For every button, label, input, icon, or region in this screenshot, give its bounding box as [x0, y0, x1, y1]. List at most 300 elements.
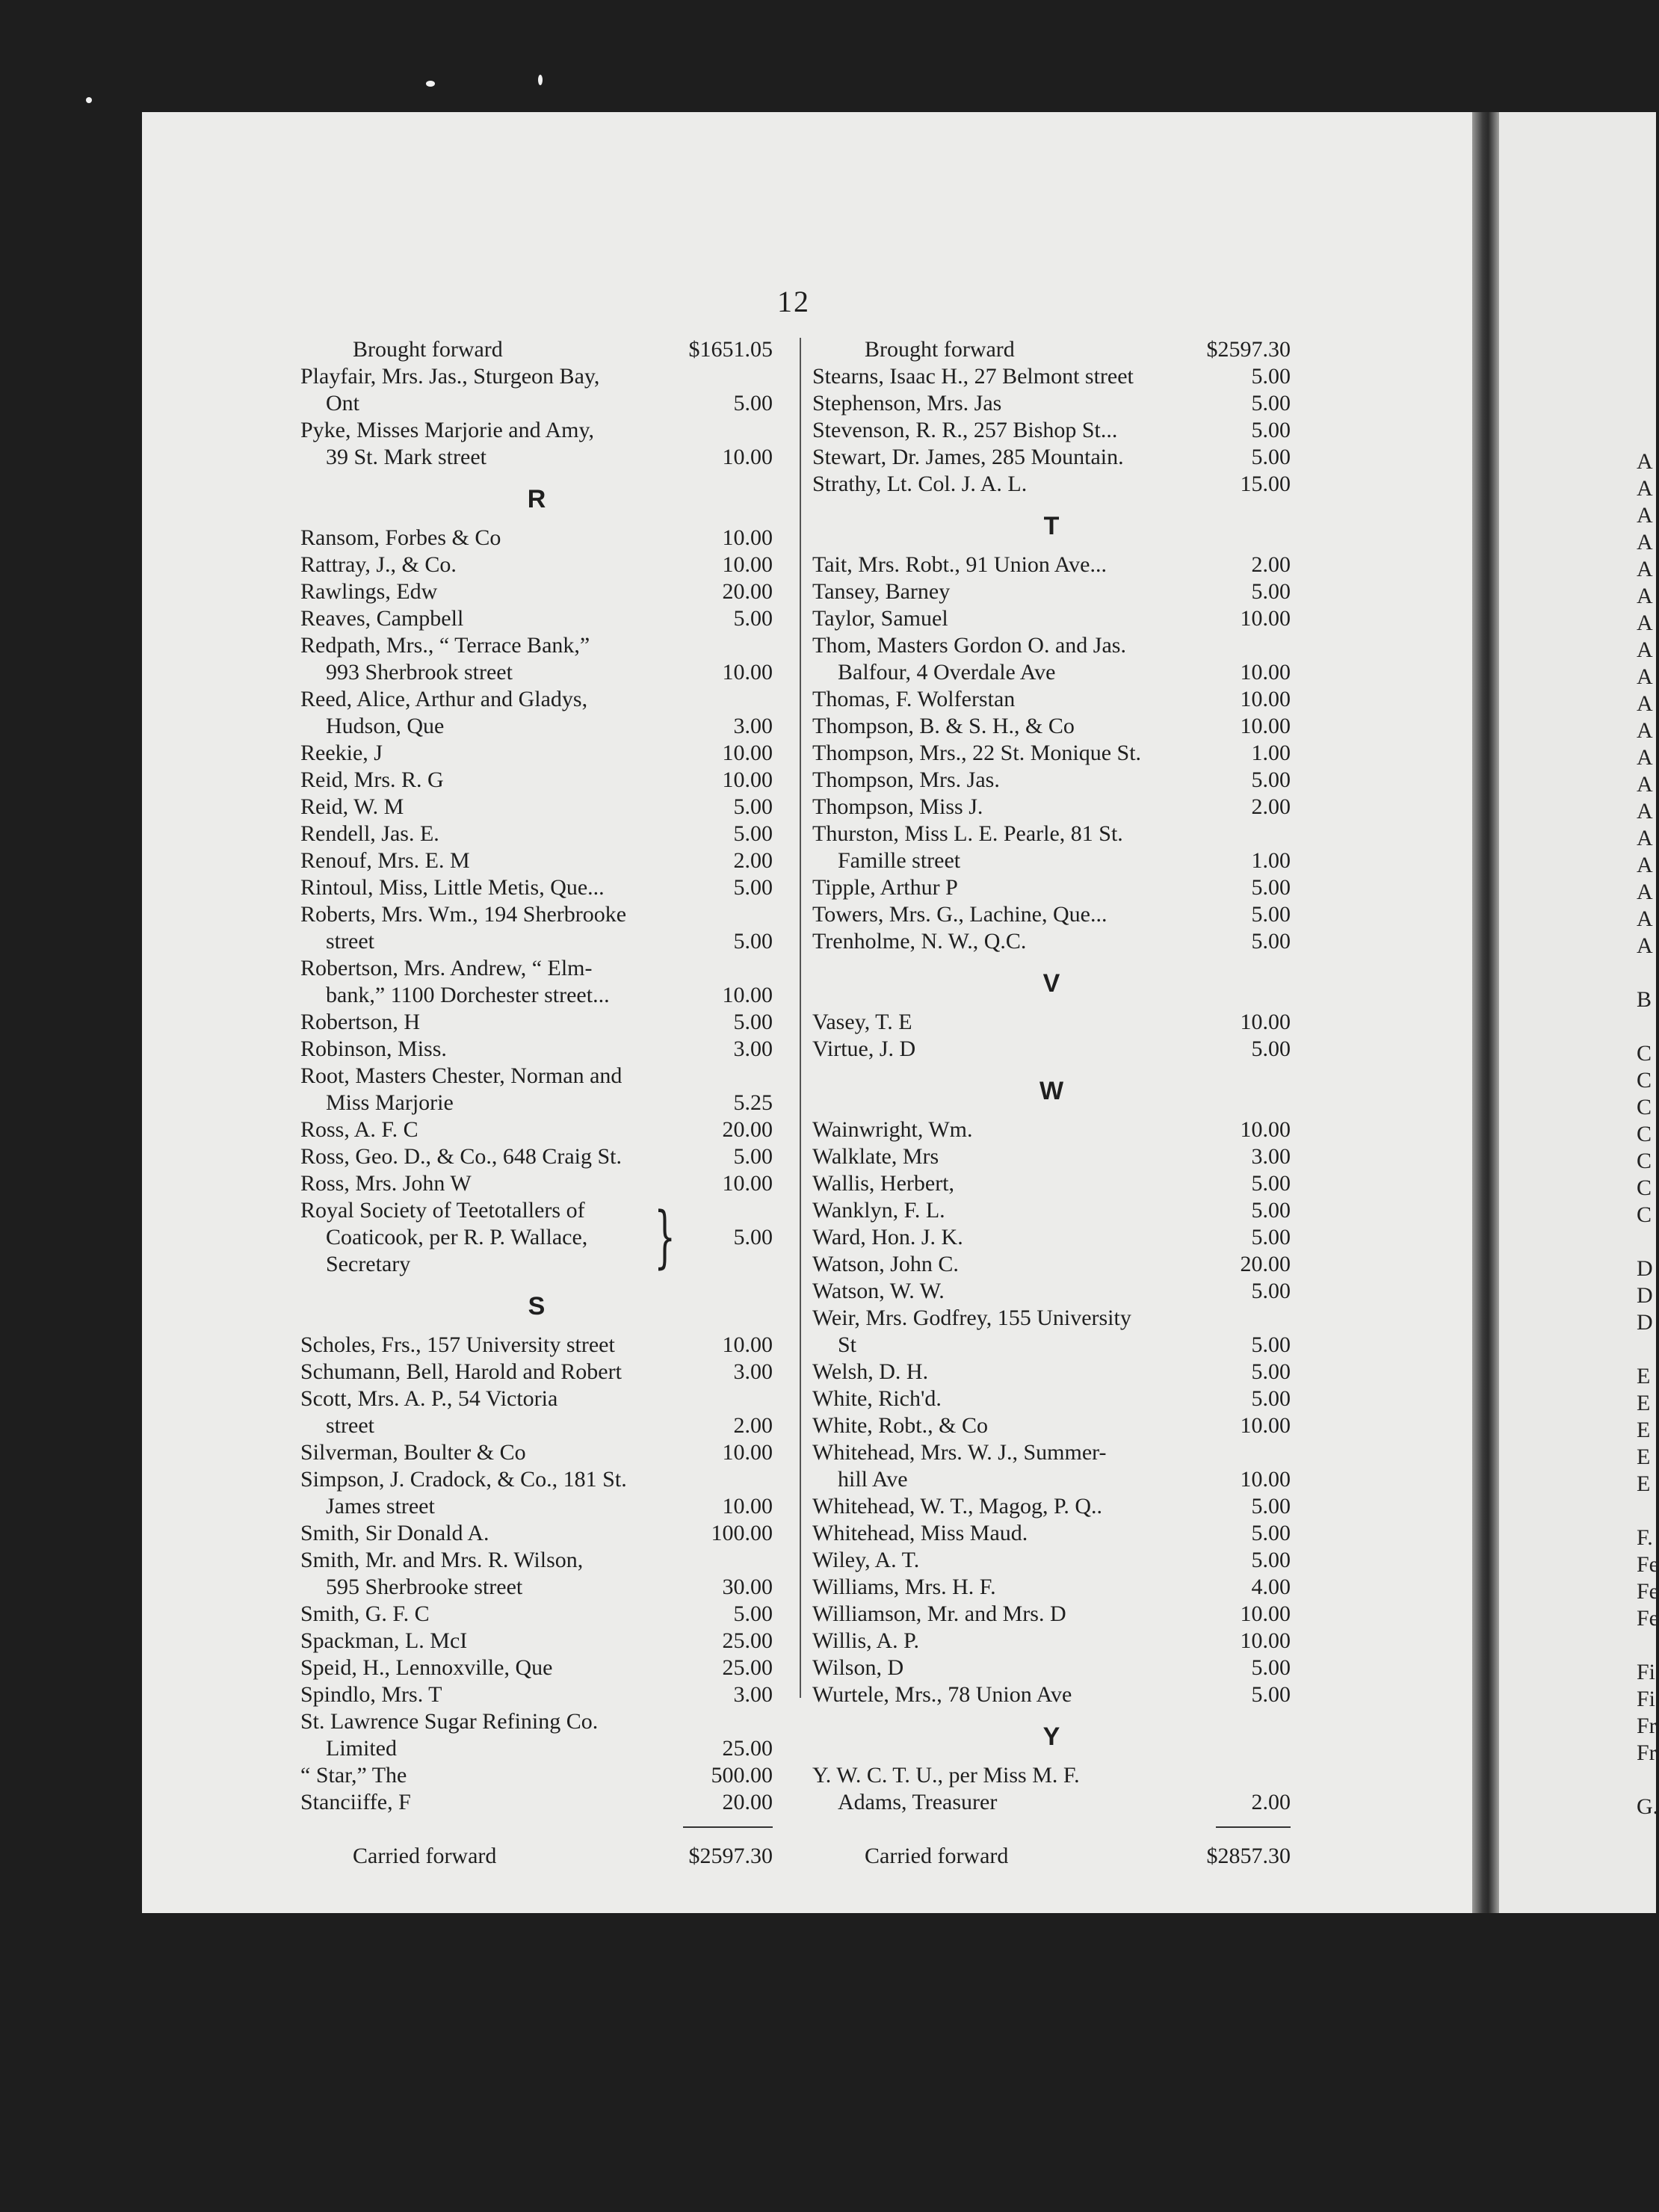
entry-name-text: Walklate, Mrs: [812, 1144, 943, 1169]
entry-line: [812, 1251, 1291, 1278]
entry-name-text: Roberts, Mrs. Wm., 194 Sherbrooke: [300, 902, 631, 927]
entry-line: [812, 1385, 1291, 1412]
entry-name-text: Ward, Hon. J. K.: [812, 1225, 968, 1249]
entry-name-text: Smith, Sir Donald A.: [300, 1521, 494, 1545]
list-item: [812, 1170, 1291, 1197]
entry-name: [812, 1762, 1291, 1789]
entry-name-text: Renouf, Mrs. E. M: [300, 848, 475, 873]
entry-amount: 2.00: [733, 1413, 773, 1438]
entry-name: [812, 1601, 1204, 1628]
list-item: [812, 1224, 1291, 1251]
entry-amount: 5.00: [733, 929, 773, 954]
list-item: [300, 901, 773, 955]
entry-name-text: Thom, Masters Gordon O. and Jas.: [812, 633, 1131, 658]
entry-name-text: Stearns, Isaac H., 27 Belmont street: [812, 364, 1138, 389]
list-item: [300, 1520, 773, 1547]
entry-name: [300, 1547, 773, 1574]
entry-amount: 10.00: [1240, 606, 1291, 631]
entry-name-text: Reaves, Campbell: [300, 606, 468, 631]
list-item: [812, 1116, 1291, 1143]
entry-name-text: Thompson, Miss J.: [812, 794, 987, 819]
entry-name-text: Wurtele, Mrs., 78 Union Ave: [812, 1682, 1076, 1707]
entry-name-text: Spindlo, Mrs. T: [300, 1682, 446, 1707]
entry-amount: 10.00: [722, 1332, 773, 1357]
entry-amount: 5.25: [733, 1090, 773, 1115]
entry-amount: 5.00: [733, 1601, 773, 1626]
list-item: [812, 1251, 1291, 1278]
entry-line: [300, 1601, 773, 1628]
entry-line: [300, 578, 773, 605]
list-item: [300, 632, 773, 686]
entry-name: [300, 417, 773, 444]
entry-name: [300, 1036, 686, 1063]
entry-amount: 5.00: [733, 794, 773, 819]
entry-name: [300, 525, 686, 552]
entry-name-text: Williamson, Mr. and Mrs. D: [812, 1601, 1071, 1626]
entry-line: [300, 1708, 773, 1735]
entry-name: [300, 928, 686, 955]
entry-line: [812, 1547, 1291, 1574]
entry-name: [812, 1493, 1204, 1520]
entry-name: [300, 1681, 686, 1708]
entry-line: [300, 605, 773, 632]
entry-name: [812, 1412, 1204, 1439]
column-divider: [800, 338, 801, 1698]
entry-name-text: Willis, A. P.: [812, 1628, 924, 1653]
section-letter: W: [1039, 1077, 1064, 1105]
list-item: [812, 1655, 1291, 1681]
edge-letter: A: [1637, 557, 1653, 581]
entry-line: [812, 686, 1291, 713]
edge-letter: Fe: [1637, 1606, 1659, 1631]
entry-line: [300, 794, 773, 821]
list-item: [300, 1332, 773, 1359]
edge-letter: A: [1637, 853, 1653, 877]
entry-amount: 3.00: [733, 714, 773, 738]
entry-amount: 3.00: [733, 1037, 773, 1061]
edge-letter: A: [1637, 530, 1653, 554]
edge-letter: E: [1637, 1391, 1651, 1415]
entry-line: [300, 928, 773, 955]
entry-name: [300, 578, 686, 605]
list-item: [812, 1439, 1291, 1493]
edge-letter: [1637, 1632, 1659, 1659]
edge-letter: A: [1637, 503, 1653, 528]
entry-line: [300, 1036, 773, 1063]
edge-letter: C: [1637, 1175, 1652, 1200]
entry-name: [300, 901, 773, 928]
list-item: [812, 1143, 1291, 1170]
entry-amount: 10.00: [722, 1494, 773, 1519]
entry-line: [300, 1547, 773, 1574]
entry-name: [300, 1170, 686, 1197]
list-item: [812, 928, 1291, 955]
entry-line: [300, 1789, 773, 1816]
entry-name: [812, 1359, 1204, 1385]
entry-line: [812, 417, 1291, 444]
entry-name: [300, 874, 686, 901]
entry-name-text: Scholes, Frs., 157 University street: [300, 1332, 620, 1357]
entry-name: [300, 363, 773, 390]
brought-forward: [300, 336, 773, 363]
entry-name-text: St. Lawrence Sugar Refining Co.: [300, 1709, 602, 1734]
entry-name: [300, 1116, 686, 1143]
entry-amount: 5.00: [1251, 1359, 1291, 1384]
entry-line: [300, 1116, 773, 1143]
entry-amount: 5.00: [1251, 418, 1291, 442]
list-item: [300, 1036, 773, 1063]
entry-name: [300, 1359, 686, 1385]
entry-name: [812, 901, 1204, 928]
entry-name: [812, 1789, 1204, 1816]
entry-name-text: Whitehead, Mrs. W. J., Summer-: [812, 1440, 1111, 1465]
entry-name: [812, 686, 1204, 713]
entry-name-text: Pyke, Misses Marjorie and Amy,: [300, 418, 599, 442]
entry-name-text: Speid, H., Lennoxville, Que: [300, 1655, 557, 1680]
entry-name-text: Weir, Mrs. Godfrey, 155 University: [812, 1306, 1136, 1330]
edge-letter: A: [1637, 826, 1653, 850]
entry-name: [300, 552, 686, 578]
list-item: [812, 471, 1291, 498]
entry-line: [812, 1466, 1291, 1493]
entry-amount: 10.00: [722, 660, 773, 685]
entry-name-text: Adams, Treasurer: [838, 1790, 1001, 1814]
entry-line: [812, 1197, 1291, 1224]
entry-amount: 10.00: [1240, 1467, 1291, 1492]
list-item: [300, 1170, 773, 1197]
entry-line: [812, 1628, 1291, 1655]
entry-line: [812, 1359, 1291, 1385]
list-item: [300, 847, 773, 874]
list-item: [812, 1385, 1291, 1412]
entry-name-text: Schumann, Bell, Harold and Robert: [300, 1359, 626, 1384]
list-item: [300, 1359, 773, 1385]
entry-name: [812, 1439, 1291, 1466]
brought-forward-label: [353, 336, 656, 363]
entry-name-text: Tansey, Barney: [812, 579, 954, 604]
entry-name: [812, 713, 1204, 740]
entry-name-text: 39 St. Mark street: [326, 445, 491, 469]
list-item: [812, 390, 1291, 417]
entry-name-text: Wiley, A. T.: [812, 1548, 924, 1572]
entry-amount: 5.00: [733, 1144, 773, 1169]
entry-line: [300, 1009, 773, 1036]
entry-name: [812, 767, 1204, 794]
entry-name: [300, 1789, 686, 1816]
entry-amount: 5.00: [1251, 1037, 1291, 1061]
list-item: [300, 740, 773, 767]
entry-amount: 100.00: [711, 1521, 773, 1545]
edge-letter: C: [1637, 1122, 1652, 1146]
entry-name: [300, 1574, 686, 1601]
entry-amount: 5.00: [733, 1225, 773, 1249]
total-rule: [1216, 1826, 1291, 1828]
carried-forward-label-text: Carried forward: [865, 1844, 1013, 1868]
entry-name-text: Ransom, Forbes & Co: [300, 525, 505, 550]
entry-line: [300, 525, 773, 552]
entry-amount: 2.00: [1251, 794, 1291, 819]
entry-line: [300, 417, 773, 444]
entry-amount: 5.00: [1251, 391, 1291, 415]
edge-letter: E: [1637, 1418, 1651, 1442]
entry-amount: 10.00: [1240, 1628, 1291, 1653]
entry-name-text: Root, Masters Chester, Norman and: [300, 1063, 626, 1088]
entry-name: [812, 659, 1204, 686]
list-item: [812, 1036, 1291, 1063]
entry-name: [812, 1116, 1204, 1143]
entry-name-text: Thompson, Mrs., 22 St. Monique St.: [812, 741, 1146, 765]
list-item: [812, 794, 1291, 821]
entry-line: [300, 632, 773, 659]
entry-name-text: Smith, G. F. C: [300, 1601, 434, 1626]
entry-amount: 10.00: [1240, 660, 1291, 685]
carried-wrap: [300, 1843, 773, 1870]
entry-amount: 5.00: [733, 391, 773, 415]
entry-name: [300, 1708, 773, 1735]
entry-amount: 5.00: [1251, 1198, 1291, 1223]
entry-line: [812, 1009, 1291, 1036]
entry-name: [812, 632, 1291, 659]
entry-amount: 3.00: [1251, 1144, 1291, 1169]
edge-letter: E: [1637, 1471, 1651, 1496]
entry-name-text: Balfour, 4 Overdale Ave: [838, 660, 1060, 685]
brought-forward-amount: $2597.30: [1206, 337, 1291, 362]
entry-name-text: “ Star,” The: [300, 1763, 411, 1788]
entry-line: [812, 713, 1291, 740]
entry-name: [812, 390, 1204, 417]
entry-name-text: Famille street: [838, 848, 965, 873]
entry-amount: 20.00: [722, 1117, 773, 1142]
entry-line: [300, 659, 773, 686]
entry-name: [812, 1143, 1204, 1170]
edge-letter: A: [1637, 880, 1653, 904]
entry-line: [300, 1655, 773, 1681]
entry-line: [812, 1439, 1291, 1466]
entry-line: [812, 578, 1291, 605]
entry-amount: 20.00: [722, 579, 773, 604]
entry-name: [300, 767, 686, 794]
list-item: [812, 821, 1291, 874]
list-item: [300, 955, 773, 1009]
list-item: [300, 1063, 773, 1116]
entry-line: [812, 1332, 1291, 1359]
entry-line: [300, 1332, 773, 1359]
list-item: [300, 525, 773, 552]
entry-amount: 5.00: [1251, 445, 1291, 469]
entry-name-text: Stanciiffe, F: [300, 1790, 415, 1814]
section-letter: Y: [1042, 1723, 1060, 1751]
entry-name-text: Miss Marjorie: [326, 1090, 458, 1115]
entry-line: [812, 1681, 1291, 1708]
entry-name-text: Reed, Alice, Arthur and Gladys,: [300, 687, 592, 711]
entry-name-text: Wallis, Herbert,: [812, 1171, 959, 1196]
edge-letter: A: [1637, 718, 1653, 743]
entry-line: [300, 1359, 773, 1385]
list-item: [812, 417, 1291, 444]
entry-name-text: Stevenson, R. R., 257 Bishop St...: [812, 418, 1122, 442]
entry-amount: 10.00: [1240, 1010, 1291, 1034]
brought-forward-label: [865, 336, 1174, 363]
edge-letter: [1637, 1336, 1659, 1363]
list-item: [812, 444, 1291, 471]
edge-letter: C: [1637, 1202, 1652, 1227]
entry-line: [812, 928, 1291, 955]
entry-line: [812, 1601, 1291, 1628]
entry-name: [812, 821, 1291, 847]
entry-line: [812, 1036, 1291, 1063]
entry-name: [300, 740, 686, 767]
entry-line: [300, 1735, 773, 1762]
edge-letter: F.: [1637, 1525, 1653, 1550]
dust-speck: [426, 81, 435, 87]
entry-name-text: Ross, Mrs. John W: [300, 1171, 476, 1196]
list-item: [812, 740, 1291, 767]
entry-name-text: 993 Sherbrook street: [326, 660, 517, 685]
list-item: [812, 874, 1291, 901]
entry-name-text: Hudson, Que: [326, 714, 448, 738]
edge-letter: Fe: [1637, 1552, 1659, 1577]
list-item: [812, 901, 1291, 928]
entry-name-text: Robinson, Miss.: [300, 1037, 451, 1061]
entry-line: [812, 821, 1291, 847]
entry-line: [812, 1170, 1291, 1197]
entry-name-text: Redpath, Mrs., “ Terrace Bank,”: [300, 633, 594, 658]
entry-name: [812, 363, 1204, 390]
entry-name: [300, 1439, 686, 1466]
entry-name: [300, 1628, 686, 1655]
entry-name: [300, 1601, 686, 1628]
entry-amount: 1.00: [1251, 848, 1291, 873]
list-item: [300, 417, 773, 471]
section-letter: T: [1043, 512, 1060, 540]
carried-forward-label: [865, 1843, 1174, 1870]
entry-line: [300, 552, 773, 578]
entry-name: [812, 1305, 1291, 1332]
entry-name-text: Limited: [326, 1736, 401, 1761]
entry-amount: 5.00: [1251, 1655, 1291, 1680]
entry-name-text: street: [326, 1413, 379, 1438]
list-item: [812, 1601, 1291, 1628]
brought-forward-label-text: Brought forward: [353, 337, 507, 362]
entry-name-text: Stewart, Dr. James, 285 Mountain.: [812, 445, 1128, 469]
entry-name: [300, 1063, 773, 1090]
entry-name-text: Playfair, Mrs. Jas., Sturgeon Bay,: [300, 364, 604, 389]
entry-name-text: Rattray, J., & Co.: [300, 552, 461, 577]
entry-line: [812, 390, 1291, 417]
entry-amount: 3.00: [733, 1682, 773, 1707]
entry-name-text: Tait, Mrs. Robt., 91 Union Ave...: [812, 552, 1111, 577]
entry-amount: 30.00: [722, 1575, 773, 1599]
edge-letter: D: [1637, 1256, 1653, 1281]
edge-letter: C: [1637, 1149, 1652, 1173]
entry-line: [300, 1385, 773, 1412]
entry-line: [300, 901, 773, 928]
entry-amount: 10.00: [722, 1171, 773, 1196]
list-item: [812, 363, 1291, 390]
edge-letter: [1637, 1767, 1659, 1794]
entry-name: [812, 874, 1204, 901]
list-item: [812, 1493, 1291, 1520]
entry-name-text: bank,” 1100 Dorchester street...: [326, 983, 614, 1007]
entry-name: [300, 1520, 686, 1547]
edge-letter: Fr: [1637, 1740, 1657, 1765]
entry-name: [300, 444, 686, 471]
entry-name-text: Ont: [326, 391, 364, 415]
carried-forward: [300, 1843, 773, 1870]
entry-name: [812, 794, 1204, 821]
list-item: [300, 794, 773, 821]
entry-line: [812, 1143, 1291, 1170]
carried-forward-label: [353, 1843, 656, 1870]
edge-letter: D: [1637, 1283, 1653, 1308]
list-item: [812, 605, 1291, 632]
entry-line: [300, 767, 773, 794]
entry-name: [812, 1170, 1204, 1197]
entry-name-text: Spackman, L. McI: [300, 1628, 472, 1653]
entry-amount: 10.00: [722, 525, 773, 550]
entry-name-text: Towers, Mrs. G., Lachine, Que...: [812, 902, 1111, 927]
list-item: [812, 552, 1291, 578]
entry-amount: 5.00: [1251, 1521, 1291, 1545]
entry-name: [300, 390, 686, 417]
entry-line: [812, 1574, 1291, 1601]
entry-amount: 10.00: [722, 552, 773, 577]
entry-amount: 10.00: [722, 1440, 773, 1465]
entry-amount: 5.00: [1251, 929, 1291, 954]
list-item: [812, 767, 1291, 794]
list-item: [812, 1681, 1291, 1708]
list-item: [300, 1708, 773, 1762]
entry-name: [300, 1385, 773, 1412]
entry-amount: 25.00: [722, 1655, 773, 1680]
entry-line: [300, 1063, 773, 1090]
entry-name: [300, 1090, 686, 1116]
entry-name-text: Robertson, H: [300, 1010, 424, 1034]
entry-line: [812, 605, 1291, 632]
edge-letter: E: [1637, 1364, 1651, 1388]
entry-amount: 5.00: [733, 875, 773, 900]
edge-letter: A: [1637, 906, 1653, 931]
entry-name-text: James street: [326, 1494, 439, 1519]
entry-name: [812, 1197, 1204, 1224]
entry-amount: 5.00: [1251, 767, 1291, 792]
entry-amount: 10.00: [722, 445, 773, 469]
entry-name-text: Trenholme, N. W., Q.C.: [812, 929, 1031, 954]
entry-amount: 10.00: [1240, 687, 1291, 711]
entry-name: [300, 982, 686, 1009]
entry-line: [300, 390, 773, 417]
entry-line: [300, 1143, 773, 1170]
entry-amount: 2.00: [1251, 1790, 1291, 1814]
entry-amount: 10.00: [722, 983, 773, 1007]
entry-name-text: Williams, Mrs. H. F.: [812, 1575, 1001, 1599]
entry-amount: 5.00: [1251, 579, 1291, 604]
entry-name-text: street: [326, 929, 379, 954]
edge-letter: [1637, 1013, 1659, 1040]
entry-name-text: Thurston, Miss L. E. Pearle, 81 St.: [812, 821, 1128, 846]
edge-letter: D: [1637, 1310, 1653, 1335]
entry-name: [812, 1036, 1204, 1063]
edge-letter: A: [1637, 799, 1653, 824]
entry-line: [300, 1493, 773, 1520]
entry-line: [300, 1762, 773, 1789]
entry-amount: 5.00: [1251, 875, 1291, 900]
entry-name-text: Wilson, D: [812, 1655, 908, 1680]
entry-name: [300, 1735, 686, 1762]
edge-letter: [1637, 1498, 1659, 1524]
list-item: [812, 1305, 1291, 1359]
list-item: [812, 1359, 1291, 1385]
